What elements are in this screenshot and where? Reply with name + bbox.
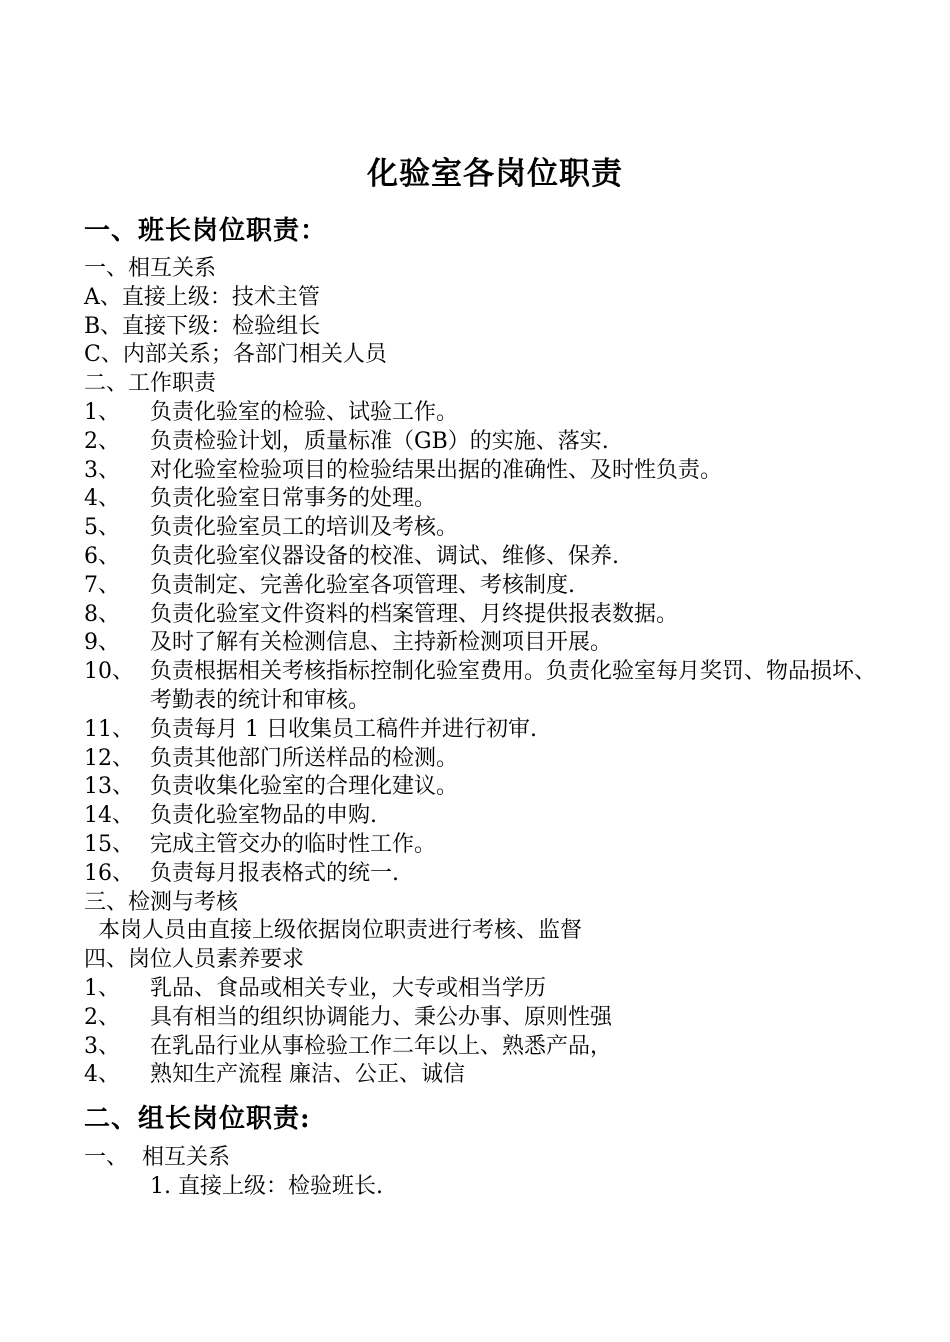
duty-text: 负责每月 1 日收集员工稿件并进行初审. [150, 716, 537, 742]
assessment-heading: 三、检测与考核 [84, 889, 239, 915]
duty-text: 负责化验室的检验、试验工作。 [150, 399, 459, 425]
duty-number: 15、 [84, 831, 134, 857]
duty-number: 8、 [84, 601, 120, 627]
duty-item [84, 428, 904, 457]
requirement-item [84, 1033, 904, 1062]
duty-number: 2、 [84, 428, 120, 454]
section1-heading: 一、班长岗位职责： [84, 216, 328, 246]
duty-item [84, 745, 904, 774]
duty-text: 负责制定、完善化验室各项管理、考核制度. [150, 572, 575, 598]
duty-item [84, 716, 904, 745]
requirement-number: 2、 [84, 1004, 120, 1030]
assessment-text: 本岗人员由直接上级依据岗位职责进行考核、监督 [98, 918, 583, 944]
requirement-text: 在乳品行业从事检验工作二年以上、熟悉产品， [150, 1033, 613, 1059]
duty-number: 14、 [84, 803, 134, 829]
relation-item: B、直接下级：检验组长 [84, 313, 321, 339]
duty-item [84, 802, 904, 831]
duty-number: 9、 [84, 630, 120, 656]
requirement-item [84, 1061, 904, 1090]
requirement-number: 1、 [84, 975, 120, 1001]
duty-item [84, 543, 904, 572]
requirement-number: 3、 [84, 1033, 120, 1059]
duty-number: 5、 [84, 515, 120, 541]
duty-number: 11、 [84, 716, 134, 742]
duty-text: 负责检验计划，质量标准（GB）的实施、落实. [150, 428, 609, 454]
requirement-item [84, 975, 904, 1004]
duty-text: 及时了解有关检测信息、主持新检测项目开展。 [150, 630, 613, 656]
duty-number: 1、 [84, 399, 120, 425]
duty-text: 负责化验室仪器设备的校准、调试、维修、保养. [150, 543, 619, 569]
duty-item [84, 601, 904, 630]
section2-body [84, 1144, 904, 1202]
duty-text: 对化验室检验项目的检验结果出据的准确性、及时性负责。 [150, 457, 723, 483]
duty-item [84, 485, 904, 514]
relation-item: A、直接上级：技术主管 [84, 284, 320, 310]
duty-item [84, 572, 904, 601]
duty-item [84, 399, 904, 428]
duty-text: 负责化验室文件资料的档案管理、月终提供报表数据。 [150, 601, 679, 627]
requirement-number: 4、 [84, 1062, 120, 1088]
duty-text: 负责收集化验室的合理化建议。 [150, 774, 459, 800]
section2-relations-label: 相互关系 [142, 1145, 231, 1170]
duty-number: 3、 [84, 457, 120, 483]
duty-text: 负责其他部门所送样品的检测。 [150, 745, 459, 771]
duty-number: 6、 [84, 543, 120, 569]
duty-text: 负责每月报表格式的统一. [150, 860, 399, 886]
requirement-text: 乳品、食品或相关专业，大专或相当学历 [150, 975, 547, 1001]
relation-item: C、内部关系；各部门相关人员 [84, 342, 387, 368]
duty-number: 16、 [84, 860, 134, 886]
duty-item [84, 773, 904, 802]
section2-relations-number: 一、 [84, 1145, 129, 1170]
relations-heading: 一、相互关系 [84, 256, 217, 281]
duties-heading: 二、工作职责 [84, 371, 217, 397]
duty-number: 12、 [84, 745, 134, 771]
requirement-text: 熟知生产流程 廉洁、公正、诚信 [150, 1062, 465, 1088]
duty-item [84, 629, 904, 658]
section2-relations-heading [84, 1144, 904, 1173]
requirements-heading: 四、岗位人员素养要求 [84, 947, 305, 973]
document-title: 化验室各岗位职责 [367, 156, 623, 192]
duty-number: 7、 [84, 572, 120, 598]
duty-text: 负责化验室物品的申购. [150, 803, 377, 829]
requirement-item [84, 1004, 904, 1033]
duty-number: 13、 [84, 774, 134, 800]
section2-heading: 二、组长岗位职责: [84, 1104, 311, 1134]
duty-text: 负责化验室日常事务的处理。 [150, 486, 437, 512]
duty-text: 完成主管交办的临时性工作。 [150, 831, 437, 857]
duty-number: 4、 [84, 486, 120, 512]
section1-body [84, 255, 904, 1090]
duty-item [84, 831, 904, 860]
duty-text: 负责根据相关考核指标控制化验室费用。负责化验室每月奖罚、物品损坏、考勤表的统计和审核。 [150, 659, 877, 713]
duty-number: 10、 [84, 659, 134, 685]
duty-item [84, 658, 904, 716]
duty-item [84, 457, 904, 486]
duty-item [84, 860, 904, 889]
section2-sub-item: 1. 直接上级：检验班长. [150, 1173, 383, 1199]
duty-text: 负责化验室员工的培训及考核。 [150, 515, 459, 541]
duty-item [84, 514, 904, 543]
requirement-text: 具有相当的组织协调能力、秉公办事、原则性强 [150, 1004, 613, 1030]
